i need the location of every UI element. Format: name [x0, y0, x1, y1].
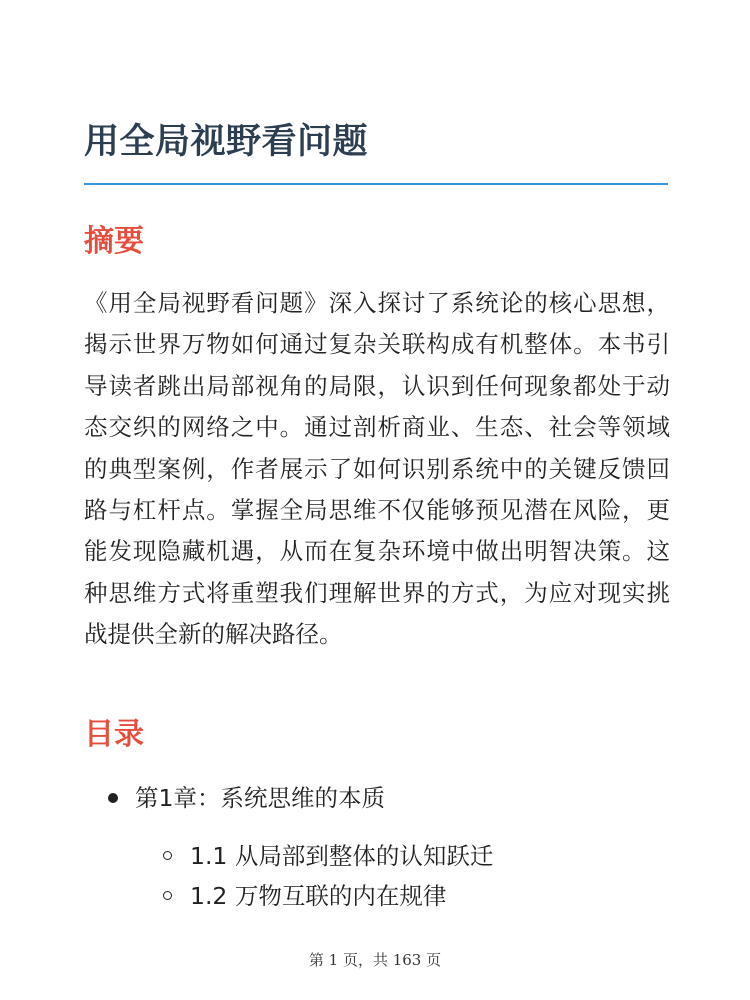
bullet-circle-icon — [163, 851, 172, 860]
abstract-text: 《用全局视野看问题》深入探讨了系统论的核心思想，揭示世界万物如何通过复杂关联构成有机整体。本书引导读者跳出局部视角的局限，认识到任何现象都处于动态交织的网络之中。通过剖析商业、生态、社会等领域的典型案例，作者展示了如何识别系统中的关键反馈回路与杠杆点。掌握全局思维不仅能够预见潜在风险，更能发现隐藏机遇，从而在复杂环境中做出明智决策。这种思维方式将重塑我们理解世界的方式，为应对现实挑战提供全新的解决路径。 — [84, 289, 670, 649]
bullet-circle-icon — [163, 891, 172, 900]
abstract-heading: 摘要 — [84, 224, 144, 259]
table-of-contents — [108, 778, 668, 916]
toc-chapter-1[interactable] — [108, 778, 668, 818]
toc-section-label: 1.1 从局部到整体的认知跃迁 — [190, 842, 494, 870]
toc-section-label: 1.2 万物互联的内在规律 — [190, 882, 447, 910]
toc-section-1-1[interactable] — [108, 836, 668, 876]
toc-section-1-2[interactable] — [108, 876, 668, 916]
page-number-footer: 第 1 页，共 163 页 — [308, 951, 442, 969]
document-title: 用全局视野看问题 — [84, 122, 369, 162]
title-divider — [84, 183, 668, 185]
toc-heading: 目录 — [84, 717, 144, 752]
bullet-dot-icon — [108, 793, 118, 803]
toc-chapter-label: 第1章：系统思维的本质 — [135, 784, 385, 812]
